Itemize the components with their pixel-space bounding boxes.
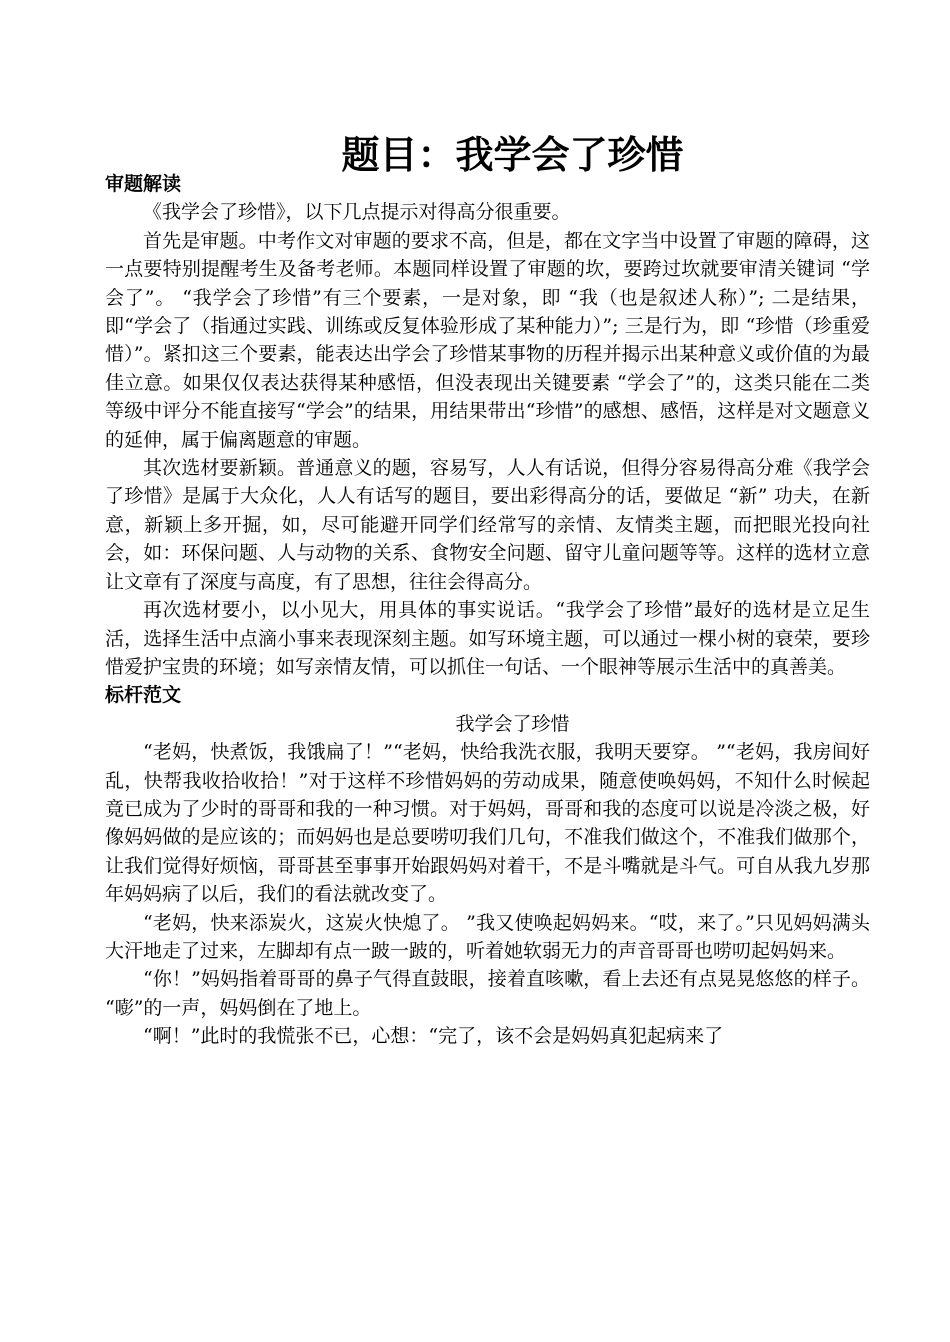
analysis-paragraph: 《我学会了珍惜》，以下几点提示对得高分很重要。 [143, 201, 571, 224]
essay-paragraph: “你！”妈妈指着哥哥的鼻子气得直鼓眼，接着直咳嗽，看上去还有点晃晃悠悠的样子。 “嘭”的一声，妈妈倒在了地上。 [105, 968, 870, 1019]
essay-paragraph: “老妈，快来添炭火，这炭火快熄了。 ”我又使唤起妈妈来。“哎，来了。”只见妈妈满头大汗地走了过来，左脚却有点一跛一跛的，听着她软弱无力的声音哥哥也唠叨起妈妈来。 [105, 911, 870, 962]
section-heading-analysis: 审题解读 [105, 173, 182, 195]
section-heading-sample-essay: 标杆范文 [105, 684, 182, 707]
analysis-paragraph: 首先是审题。中考作文对审题的要求不高，但是，都在文字当中设置了审题的障碍，这一点要特别提醒考生及备考老师。本题同样设置了审题的坎，要跨过坎就要审清关键词 “学会了”。 “我学会了珍惜”有三个要素，一是对象，即 “我（也是叙述人称）”; 二是结果，即“学会了（指通过实践、训练或反复体验形成了某种能力）”; 三是行为，即 “珍惜（珍重爱惜）”。紧扣这三个要素，能表达出学会了珍惜某事物的历程并揭示出某种意义或价值的为最佳立意。如果仅仅表达获得某种感悟，但没表现出关键要素 “学会了”的，这类只能在二类等级中评分不能直接写“学会”的结果，用结果带出“珍惜”的感想、感悟，这样是对文题意义的延伸，属于偏离题意的审题。 [105, 229, 870, 451]
analysis-paragraph: 其次选材要新颖。普通意义的题，容易写，人人有话说，但得分容易得高分难《我学会了珍惜》是属于大众化，人人有话写的题目，要出彩得高分的话，要做足 “新” 功夫，在新意，新颖上多开掘，如，尽可能避开同学们经常写的亲情、友情类主题，而把眼光投向社会，如：环保问题、人与动物的关系、食物安全问题、留守儿童问题等等。这样的选材立意让文章有了深度与高度，有了思想，往往会得高分。 [105, 457, 870, 593]
document-title: 题目：我学会了珍惜 [341, 133, 684, 177]
essay-paragraph: “啊！”此时的我慌张不已，心想：“完了，该不会是妈妈真犯起病来了 [143, 1025, 724, 1048]
document-page [105, 133, 870, 1051]
essay-paragraph: “老妈，快煮饭，我饿扁了！”“老妈，快给我洗衣服，我明天要穿。 ”“老妈，我房间好乱，快帮我收拾收拾！”对于这样不珍惜妈妈的劳动成果，随意使唤妈妈，不知什么时候起竟已成为了少时的哥哥和我的一种习惯。对于妈妈，哥哥和我的态度可以说是冷淡之极，好像妈妈做的是应该的；而妈妈也是总要唠叨我们几句，不准我们做这个，不准我们做那个，让我们觉得好烦恼，哥哥甚至事事开始跟妈妈对着干，不是斗嘴就是斗气。可自从我九岁那年妈妈病了以后，我们的看法就改变了。 [105, 741, 870, 906]
analysis-paragraph: 再次选材要小，以小见大，用具体的事实说话。“我学会了珍惜”最好的选材是立足生活，选择生活中点滴小事来表现深刻主题。如写环境主题，可以通过一棵小树的衰荣，要珍惜爱护宝贵的环境；如写亲情友情，可以抓住一句话、一个眼神等展示生活中的真善美。 [105, 599, 870, 678]
essay-title: 我学会了珍惜 [455, 712, 570, 735]
